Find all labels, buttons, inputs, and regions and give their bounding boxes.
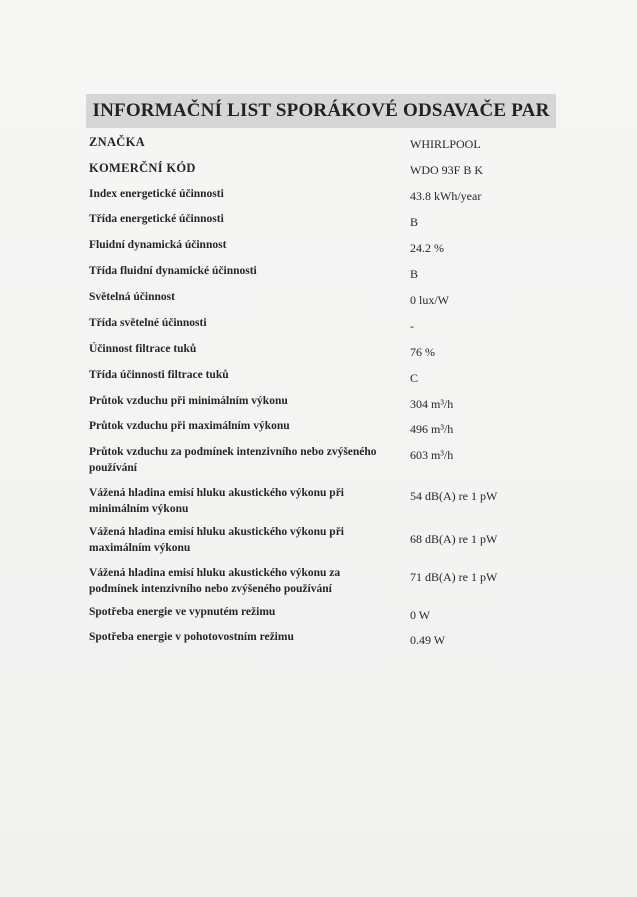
spec-label: Třída účinnosti filtrace tuků — [89, 369, 229, 381]
spec-value: 68 dB(A) re 1 pW — [410, 532, 498, 546]
spec-value: 54 dB(A) re 1 pW — [410, 489, 498, 503]
spec-label: Vážená hladina emisí hluku akustického výkonu za podmínek intenzivního nebo zvýšeného používání — [89, 567, 341, 595]
spec-value: 0 W — [410, 608, 431, 622]
spec-value: 71 dB(A) re 1 pW — [410, 570, 498, 584]
spec-label: Spotřeba energie v pohotovostním režimu — [89, 631, 294, 643]
document-title: INFORMAČNÍ LIST SPORÁKOVÉ ODSAVAČE PAR — [86, 94, 556, 128]
spec-label: Fluidní dynamická účinnost — [89, 239, 227, 251]
spec-value: 0.49 W — [410, 633, 446, 647]
spec-value: - — [410, 319, 414, 333]
spec-label: Průtok vzduchu při minimálním výkonu — [89, 395, 288, 407]
spec-value: 0 lux/W — [410, 293, 449, 307]
spec-label: Průtok vzduchu za podmínek intenzivního nebo zvýšeného používání — [89, 446, 377, 474]
spec-value: 304 m³/h — [410, 397, 454, 411]
spec-label: ZNAČKA — [89, 135, 145, 149]
spec-value: 76 % — [410, 345, 435, 359]
spec-label: Spotřeba energie ve vypnutém režimu — [89, 606, 276, 618]
spec-label: Třída energetické účinnosti — [89, 213, 224, 225]
spec-value: 496 m³/h — [410, 422, 454, 436]
spec-value: C — [410, 371, 419, 385]
spec-value: WDO 93F B K — [410, 163, 484, 177]
spec-value: 43.8 kWh/year — [410, 189, 482, 203]
spec-label: Průtok vzduchu při maximálním výkonu — [89, 420, 290, 432]
spec-value: 603 m³/h — [410, 448, 454, 462]
spec-label: Třída fluidní dynamické účinnosti — [89, 265, 257, 277]
spec-value: WHIRLPOOL — [410, 137, 481, 151]
spec-value: 24.2 % — [410, 241, 444, 255]
spec-label: Účinnost filtrace tuků — [89, 343, 197, 355]
spec-label: Vážená hladina emisí hluku akustického výkonu při minimálním výkonu — [89, 487, 344, 515]
spec-value: B — [410, 215, 419, 229]
spec-value: B — [410, 267, 419, 281]
spec-label: KOMERČNÍ KÓD — [89, 161, 196, 175]
spec-label: Vážená hladina emisí hluku akustického výkonu při maximálním výkonu — [89, 526, 344, 554]
spec-label: Světelná účinnost — [89, 291, 175, 303]
spec-label: Index energetické účinnosti — [89, 188, 224, 200]
spec-label: Třída světelné účinnosti — [89, 317, 207, 329]
